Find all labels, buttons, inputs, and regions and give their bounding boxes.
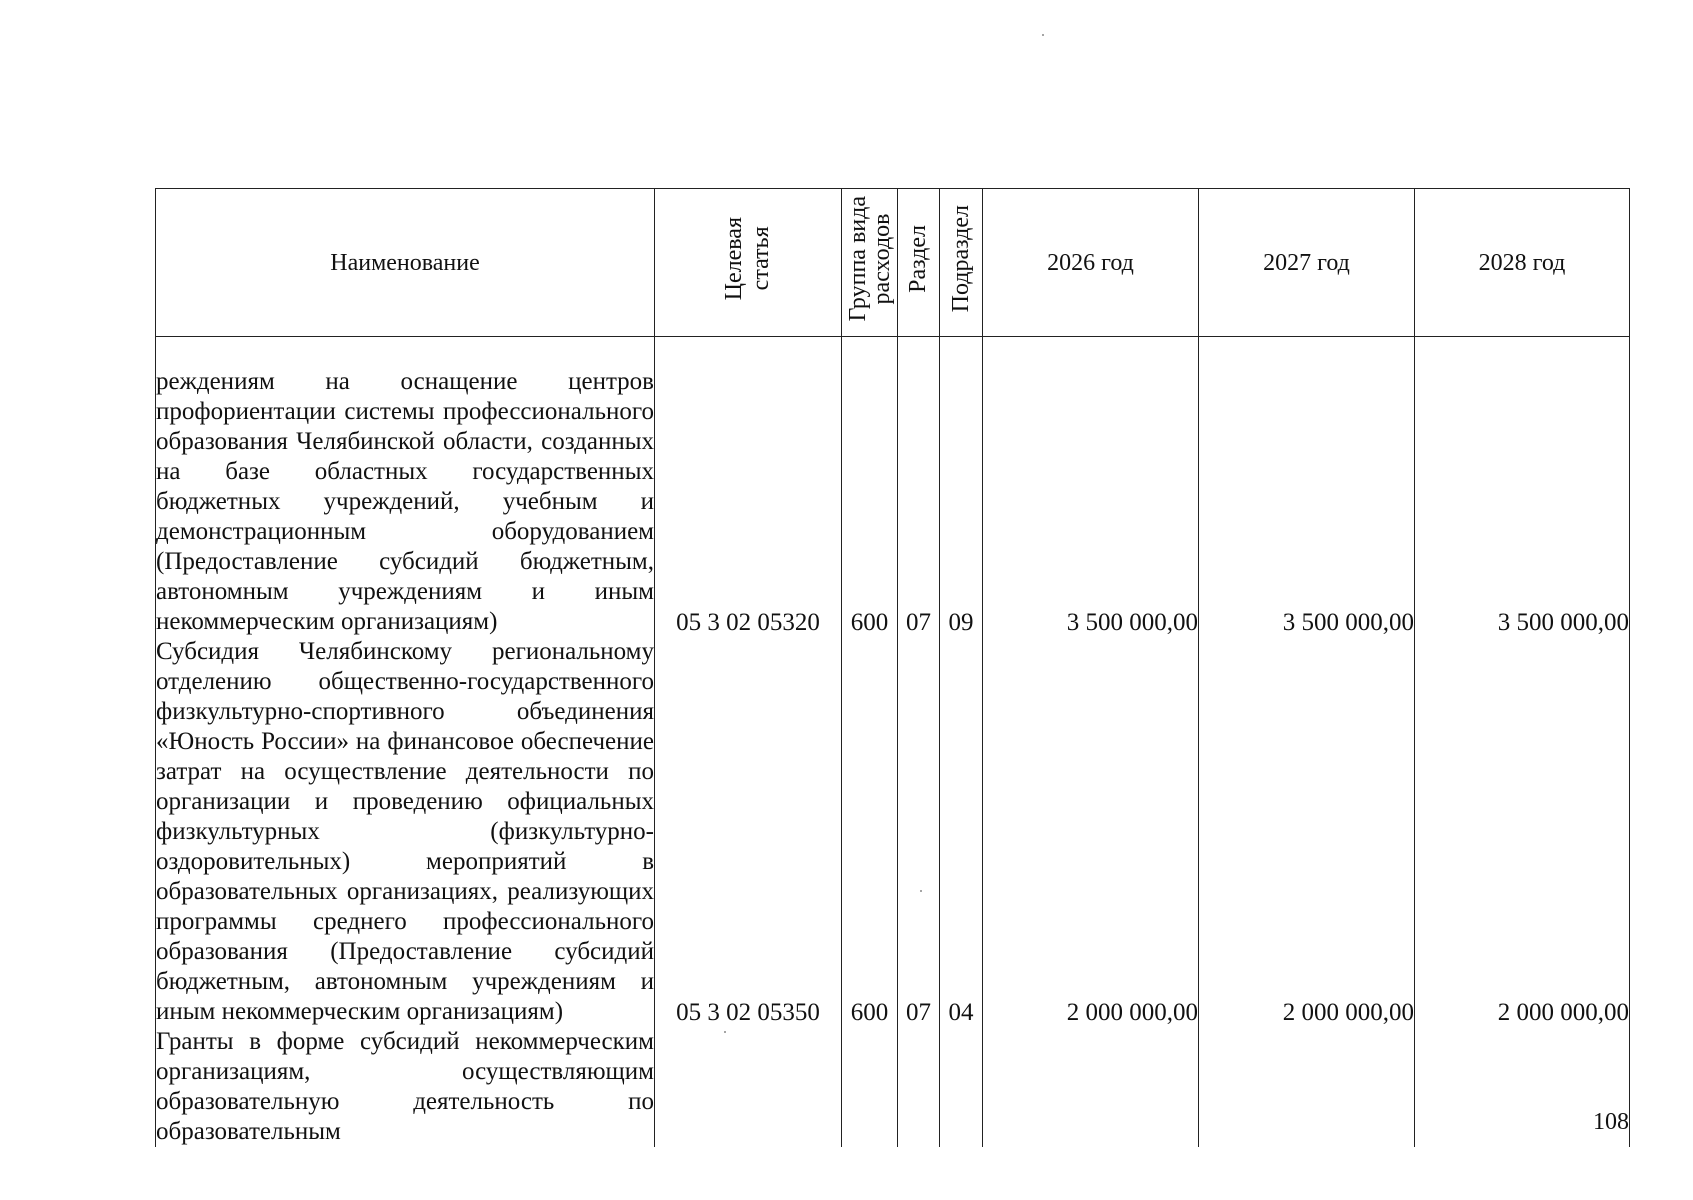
- row-target-article: 05 3 02 05350: [655, 637, 842, 1027]
- header-target-article: [655, 189, 842, 337]
- table-row: [156, 337, 1630, 638]
- row-expense-group: [842, 1027, 898, 1147]
- row-name: Гранты в форме субсидий некоммерческим организациям, осуществляющим образовательную деятельность по образовательным: [156, 1028, 654, 1145]
- scan-speck: [724, 1031, 726, 1033]
- row-amount-2027: [1199, 1027, 1415, 1147]
- header-2027: [1199, 189, 1415, 337]
- row-name: реждениям на оснащение центров профориентации системы профессионального образования Челябинской области, созданных на базе областных государственных бюджетных учреждений, учебным и демонстрационным оборудованием (Предоставление субсидий бюджетным, автономным учреждениям и иным некоммерческим организациям): [156, 337, 655, 638]
- row-target-article: [655, 1027, 842, 1147]
- header-expense-group-label: Группа вида расходов: [844, 196, 895, 322]
- row-expense-group: 600: [842, 337, 898, 638]
- row-amount-2026: 2 000 000,00: [983, 637, 1199, 1027]
- header-2026: [983, 189, 1199, 337]
- row-subsection: 04: [940, 637, 983, 1027]
- header-section: [898, 189, 940, 337]
- row-amount-2026: [983, 1027, 1199, 1147]
- row-amount-2026: 3 500 000,00: [983, 337, 1199, 638]
- header-name: [156, 189, 655, 337]
- scan-speck: [920, 890, 922, 892]
- header-2028-label: 2028 год: [1478, 249, 1566, 276]
- header-expense-group: [842, 189, 898, 337]
- row-expense-group: 600: [842, 637, 898, 1027]
- header-name-label: Наименование: [330, 249, 480, 276]
- table-row: [156, 1027, 1630, 1147]
- header-subsection-label: Подраздел: [947, 205, 974, 313]
- row-section: 07: [898, 337, 940, 638]
- header-target-article-label: Целевая статья: [721, 217, 774, 301]
- table-row: [156, 637, 1630, 1027]
- header-2028: [1415, 189, 1630, 337]
- row-section: 07: [898, 637, 940, 1027]
- table-header-row: [156, 189, 1630, 337]
- row-name: Субсидия Челябинскому региональному отделению общественно-государственного физкультурно-спортивного объединения «Юность России» на финансовое обеспечение затрат на осуществление деятельности по организации и проведению официальных физкультурных (физкультурно-оздоровительных) мероприятий в образовательных организациях, реализующих программы среднего профессионального образования (Предоставление субсидий бюджетным, автономным учреждениям и иным некоммерческим организациям): [156, 638, 654, 1025]
- row-amount-2027: 2 000 000,00: [1199, 637, 1415, 1027]
- row-subsection: [940, 1027, 983, 1147]
- scan-speck: [1042, 34, 1044, 36]
- header-section-label: Раздел: [905, 225, 931, 293]
- row-amount-2028: 2 000 000,00: [1415, 637, 1630, 1027]
- header-subsection: [940, 189, 983, 337]
- header-2027-label: 2027 год: [1263, 249, 1350, 276]
- header-2026-label: 2026 год: [1047, 249, 1134, 276]
- page-number: 108: [1593, 1109, 1629, 1135]
- row-target-article: 05 3 02 05320: [655, 337, 842, 638]
- row-section: [898, 1027, 940, 1147]
- row-amount-2027: 3 500 000,00: [1199, 337, 1415, 638]
- row-subsection: 09: [940, 337, 983, 638]
- budget-table: [155, 188, 1630, 1147]
- row-amount-2028: 3 500 000,00: [1415, 337, 1630, 638]
